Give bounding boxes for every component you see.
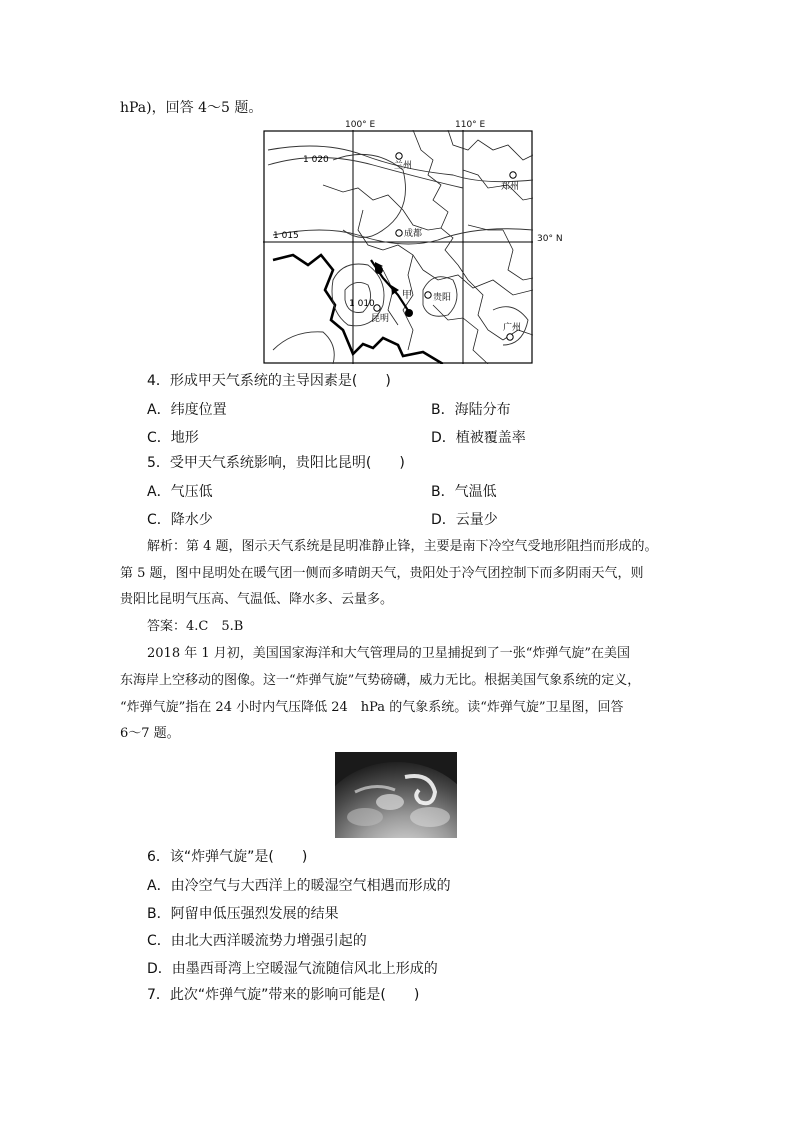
city-label: 成都	[404, 229, 423, 239]
intro-tail: hPa)，回答 4～5 题。	[120, 100, 263, 116]
q5-option-d[interactable]: D．云量少	[431, 512, 498, 528]
marker-label: 甲	[402, 290, 412, 301]
passage-line: “炸弹气旋”指在 24 小时内气压降低 24 hPa 的气象系统。读“炸弹气旋”卫星图，回答	[120, 700, 624, 715]
q5-option-a[interactable]: A．气压低	[147, 484, 213, 500]
city-label: 贵阳	[433, 293, 452, 303]
q4-option-d[interactable]: D．植被覆盖率	[431, 430, 526, 446]
q6-option-b[interactable]: B．阿留申低压强烈发展的结果	[147, 906, 339, 922]
city-label: 郑州	[501, 182, 520, 192]
city-label: 兰州	[394, 161, 413, 171]
q4-option-a[interactable]: A．纬度位置	[147, 402, 227, 418]
question-7-stem: 7．此次“炸弹气旋”带来的影响可能是( )	[147, 987, 420, 1003]
question-6-stem: 6．该“炸弹气旋”是( )	[147, 849, 308, 865]
satellite-image	[335, 752, 457, 838]
isobar-label: 1 015	[273, 231, 299, 241]
isobar-label: 1 010	[349, 299, 375, 309]
q6-option-a[interactable]: A．由冷空气与大西洋上的暖湿空气相遇而形成的	[147, 878, 451, 894]
passage-line: 6～7 题。	[120, 726, 180, 741]
city-label: 广州	[503, 323, 522, 333]
analysis-line: 第 5 题，图中昆明处在暖气团一侧而多晴朗天气，贵阳处于冷气团控制下而多阴雨天气，则	[120, 566, 644, 581]
front-semicircle	[375, 266, 383, 274]
question-5-stem: 5．受甲天气系统影响，贵阳比昆明( )	[147, 455, 405, 471]
question-4-stem: 4．形成甲天气系统的主导因素是( )	[147, 373, 391, 389]
passage-line: 东海岸上空移动的图像。这一“炸弹气旋”气势磅礴，威力无比。根据美国气象系统的定义，	[120, 673, 641, 688]
passage-line: 2018 年 1 月初，美国国家海洋和大气管理局的卫星捕捉到了一张“炸弹气旋”在美国	[147, 646, 631, 661]
isobar-label: 1 020	[303, 155, 329, 165]
isobar-map	[263, 120, 563, 364]
q6-option-d[interactable]: D．由墨西哥湾上空暖湿气流随信风北上形成的	[147, 961, 438, 977]
front-semicircle	[405, 309, 413, 317]
q4-option-c[interactable]: C．地形	[147, 430, 199, 446]
lat-label-30n: 30° N	[537, 234, 563, 244]
analysis-line: 解析：第 4 题，图示天气系统是昆明准静止锋，主要是南下冷空气受地形阻挡而形成的。	[147, 539, 658, 554]
city-label: 昆明	[371, 314, 390, 324]
q6-option-c[interactable]: C．由北大西洋暖流势力增强引起的	[147, 933, 367, 949]
q4-option-b[interactable]: B．海陆分布	[431, 402, 511, 418]
q5-option-c[interactable]: C．降水少	[147, 512, 213, 528]
lon-label-100e: 100° E	[345, 120, 376, 130]
answer-line: 答案：4.C 5.B	[147, 619, 244, 634]
lon-label-110e: 110° E	[455, 120, 486, 130]
analysis-line: 贵阳比昆明气压高、气温低、降水多、云量多。	[120, 592, 394, 607]
isobar-map-svg	[263, 130, 533, 364]
q5-option-b[interactable]: B．气温低	[431, 484, 497, 500]
